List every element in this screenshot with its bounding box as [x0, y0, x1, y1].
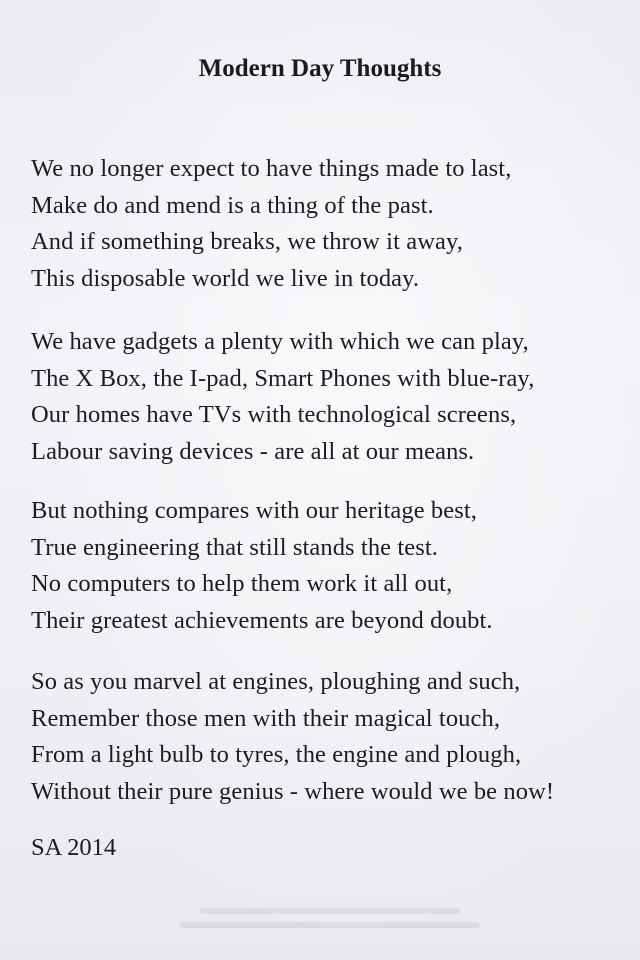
- bleed-through-smudge: [160, 898, 500, 938]
- poem-line: Without their pure genius - where would we be now!: [31, 777, 555, 805]
- show-through-texture: [160, 898, 500, 938]
- poem-line: Our homes have TVs with technological screens,: [31, 401, 517, 428]
- poem-line: We no longer expect to have things made to last,: [31, 155, 512, 182]
- poem-title: Modern Day Thoughts: [198, 55, 442, 82]
- poem-line: The X Box, the I-pad, Smart Phones with blue-ray,: [31, 364, 535, 392]
- stanza-2: [31, 324, 534, 470]
- stanza-1: [31, 151, 511, 297]
- poem-line: Labour saving devices - are all at our means.: [31, 437, 475, 465]
- poem-line: True engineering that still stands the test.: [31, 533, 439, 561]
- poem-line: And if something breaks, we throw it away,: [31, 228, 463, 255]
- stanza-3: [31, 493, 493, 639]
- stanza-4: [31, 664, 554, 810]
- poem-line: But nothing compares with our heritage best,: [31, 497, 477, 524]
- poem-line: No computers to help them work it all out,: [31, 570, 453, 597]
- poem-line: From a light bulb to tyres, the engine and plough,: [31, 741, 522, 768]
- poem-line: So as you marvel at engines, ploughing and such,: [31, 668, 521, 695]
- poem-line: This disposable world we live in today.: [31, 264, 420, 292]
- poem-line: We have gadgets a plenty with which we can play,: [31, 328, 529, 355]
- poem-line: Make do and mend is a thing of the past.: [31, 191, 434, 219]
- poem-line: Remember those men with their magical touch,: [31, 704, 501, 732]
- signature: SA 2014: [31, 834, 117, 861]
- poem-line: Their greatest achievements are beyond doubt.: [31, 606, 493, 634]
